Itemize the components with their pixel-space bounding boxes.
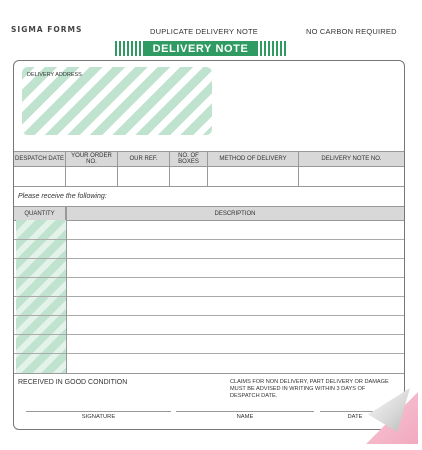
column-divider xyxy=(66,206,67,373)
our-ref-field[interactable] xyxy=(118,166,170,186)
delivery-note-form xyxy=(13,60,405,430)
claims-notice: CLAIMS FOR NON DELIVERY, PART DELIVERY OR DAMAGE MUST BE ADVISED IN WRITING WITHIN 3 DAYS OF DESPATCH DATE. xyxy=(230,379,389,399)
delivery-note-no-field[interactable] xyxy=(299,166,404,186)
title-banner xyxy=(113,41,288,56)
row-line xyxy=(14,296,404,297)
form-title: DELIVERY NOTE xyxy=(152,42,249,55)
banner-stripes-left xyxy=(113,41,143,56)
row-line xyxy=(14,239,404,240)
col-despatch-date: DESPATCH DATE xyxy=(14,152,66,166)
col-method-of-delivery: METHOD OF DELIVERY xyxy=(208,152,299,166)
signature-line[interactable] xyxy=(26,411,171,412)
row-line xyxy=(14,334,404,335)
col-delivery-note-no: DELIVERY NOTE NO. xyxy=(321,156,382,162)
name-line[interactable] xyxy=(176,411,314,412)
table-bottom-line xyxy=(14,373,404,374)
items-rows[interactable] xyxy=(14,220,404,373)
instruction-text: Please receive the following: xyxy=(18,193,107,200)
col-no-of-boxes: NO. OF BOXES xyxy=(170,152,208,166)
brand-logo: SIGMA FORMS xyxy=(11,25,83,34)
your-order-no-field[interactable] xyxy=(66,166,118,186)
row-line xyxy=(14,258,404,259)
info-header-row xyxy=(14,151,404,167)
row-line xyxy=(14,277,404,278)
col-our-ref: OUR REF. xyxy=(118,152,170,166)
carbon-label: NO CARBON REQUIRED xyxy=(306,27,397,36)
banner-stripes-right xyxy=(258,41,288,56)
method-of-delivery-field[interactable] xyxy=(208,166,299,186)
copy-type-label: DUPLICATE DELIVERY NOTE xyxy=(150,27,258,36)
delivery-address-box[interactable] xyxy=(22,67,212,135)
name-label: NAME xyxy=(236,414,254,420)
description-header: DESCRIPTION xyxy=(214,210,256,217)
quantity-header: QUANTITY xyxy=(14,207,66,220)
row-line xyxy=(14,315,404,316)
info-entry-row xyxy=(14,166,404,187)
row-line xyxy=(14,353,404,354)
col-your-order-no: YOUR ORDER NO. xyxy=(66,152,118,166)
items-header-row xyxy=(14,206,404,221)
date-label: DATE xyxy=(347,414,363,420)
no-of-boxes-field[interactable] xyxy=(170,166,208,186)
signature-label: SIGNATURE xyxy=(81,414,116,420)
delivery-address-label: DELIVERY ADDRESS xyxy=(27,72,82,78)
despatch-date-field[interactable] xyxy=(14,166,66,186)
received-label: RECEIVED IN GOOD CONDITION xyxy=(18,379,128,386)
